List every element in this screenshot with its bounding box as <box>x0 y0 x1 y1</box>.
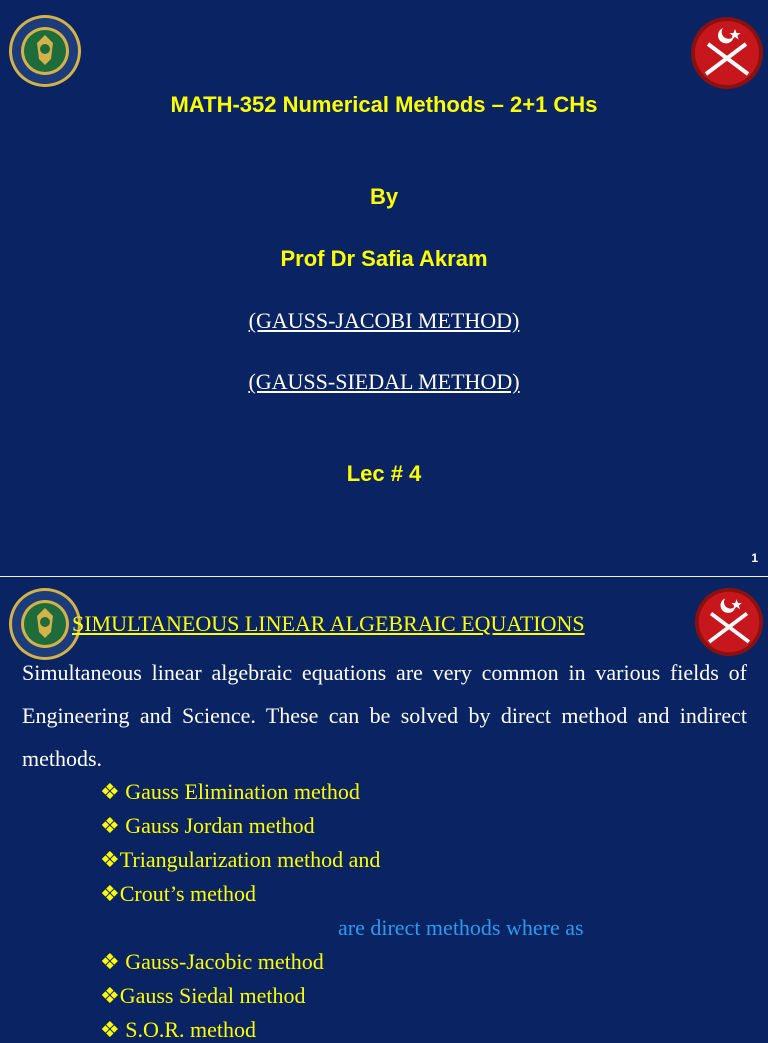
course-title: MATH-352 Numerical Methods – 2+1 CHs <box>170 92 598 117</box>
lecture-number: Lec # 4 <box>346 461 422 486</box>
army-crossed-swords-icon <box>694 587 764 657</box>
method-gauss-jacobi: (GAUSS-JACOBI METHOD) <box>248 308 520 333</box>
intro-paragraph: Simultaneous linear algebraic equations are very common in various fields of Engineering and Science. These can be solved by direct method and indirect methods. <box>22 660 747 771</box>
slide-heading: SIMULTANEOUS LINEAR ALGEBRAIC EQUATIONS <box>72 611 585 636</box>
connector-text: are direct methods where as <box>338 915 584 940</box>
list-item: ❖ Gauss Elimination method <box>100 779 360 804</box>
list-item: ❖Gauss Siedal method <box>100 983 306 1008</box>
college-crest-icon <box>8 14 82 88</box>
list-item: ❖ Gauss-Jacobic method <box>100 949 324 974</box>
page-number: 1 <box>751 551 758 565</box>
list-item: ❖ Gauss Jordan method <box>100 813 315 838</box>
college-crest-icon <box>8 587 82 661</box>
list-item: ❖Crout’s method <box>100 881 256 906</box>
content-slide <box>0 576 768 1042</box>
by-label: By <box>369 184 399 209</box>
army-crossed-swords-icon <box>690 16 764 90</box>
method-gauss-siedal: (GAUSS-SIEDAL METHOD) <box>248 369 520 394</box>
author-name: Prof Dr Safia Akram <box>280 246 488 271</box>
list-item: ❖ S.O.R. method <box>100 1017 257 1042</box>
list-item: ❖Triangularization method and <box>100 847 381 872</box>
